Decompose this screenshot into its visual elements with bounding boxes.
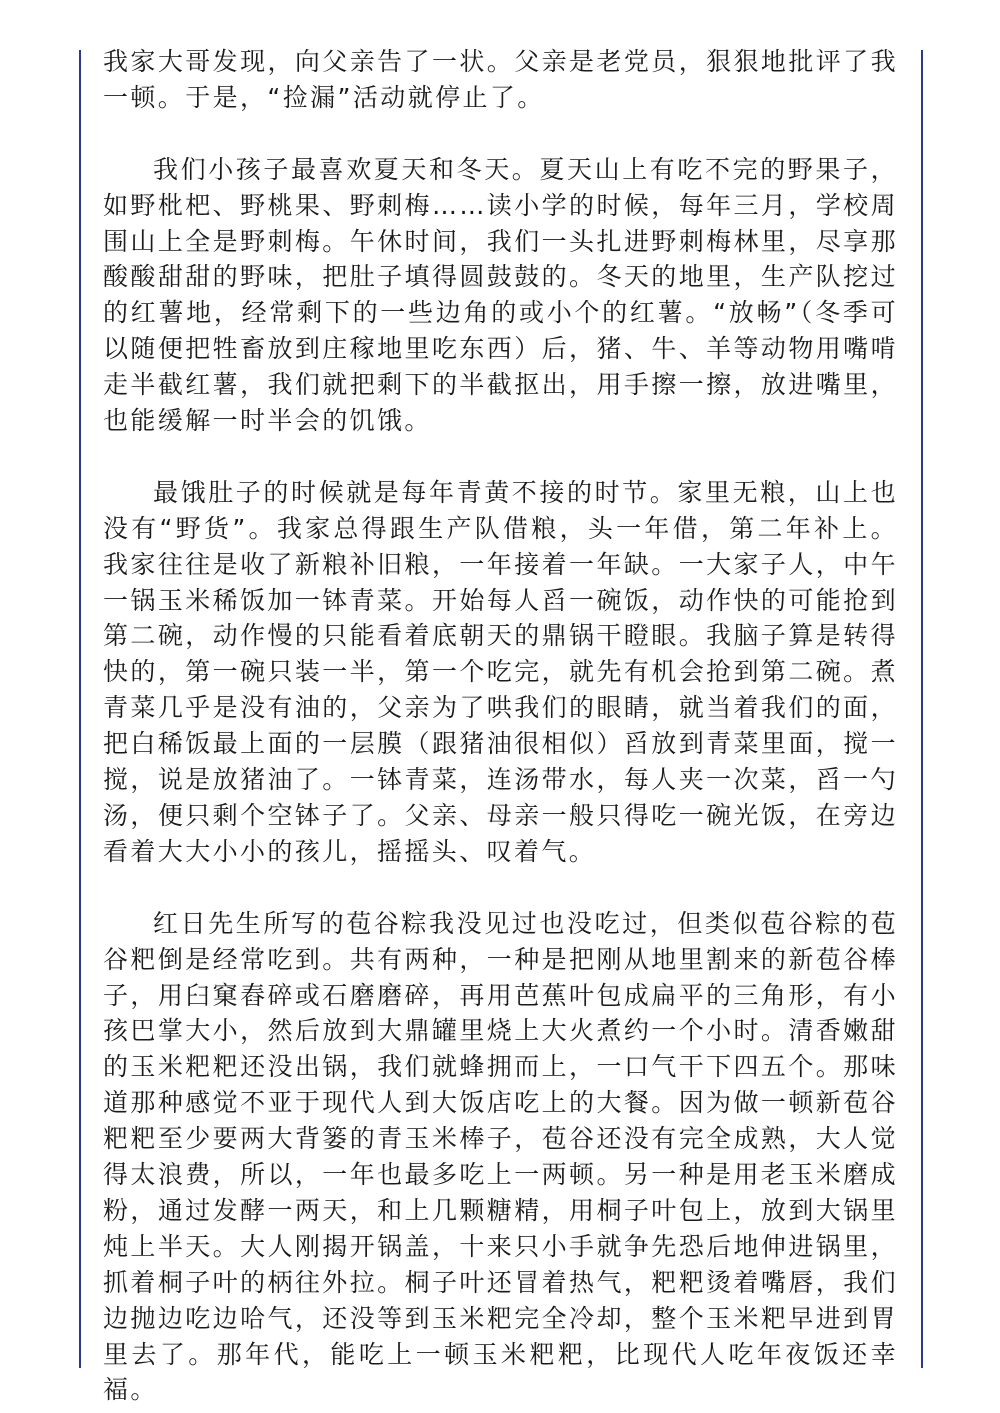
- right-margin-rule: [921, 50, 923, 1368]
- left-margin-rule: [79, 50, 81, 1368]
- article-body: [103, 44, 898, 1408]
- paragraph-gap: [103, 870, 898, 906]
- paragraph-gap: [103, 439, 898, 475]
- paragraph-gap: [103, 116, 898, 152]
- paragraph-4: 红日先生所写的苞谷粽我没见过也没吃过，但类似苞谷粽的苞谷粑倒是经常吃到。共有两种，一种是把刚从地里割来的新苞谷棒子，用臼窠舂碎或石磨磨碎，再用芭蕉叶包成扁平的三角形，有小孩巴掌大小，然后放到大鼎罐里烧上大火煮约一个小时。清香嫩甜的玉米粑粑还没出锅，我们就蜂拥而上，一口气干下四五个。那味道那种感觉不亚于现代人到大饭店吃上的大餐。因为做一顿新苞谷粑粑至少要两大背篓的青玉米棒子，苞谷还没有完全成熟，大人觉得太浪费，所以，一年也最多吃上一两顿。另一种是用老玉米磨成粉，通过发酵一两天，和上几颗糖精，用桐子叶包上，放到大锅里炖上半天。大人刚揭开锅盖，十来只小手就争先恐后地伸进锅里，抓着桐子叶的柄往外拉。桐子叶还冒着热气，粑粑烫着嘴唇，我们边抛边吃边哈气，还没等到玉米粑完全冷却，整个玉米粑早进到胃里去了。那年代，能吃上一顿玉米粑粑，比现代人吃年夜饭还幸福。: [103, 908, 898, 1405]
- paragraph-3: 最饿肚子的时候就是每年青黄不接的时节。家里无粮，山上也没有“野货”。我家总得跟生产队借粮，头一年借，第二年补上。我家往往是收了新粮补旧粮，一年接着一年缺。一大家子人，中午一锅玉米稀饭加一钵青菜。开始每人舀一碗饭，动作快的可能抢到第二碗，动作慢的只能看着底朝天的鼎锅干瞪眼。我脑子算是转得快的，第一碗只装一半，第一个吃完，就先有机会抢到第二碗。煮青菜几乎是没有油的，父亲为了哄我们的眼睛，就当着我们的面，把白稀饭最上面的一层膜（跟猪油很相似）舀放到青菜里面，搅一搅，说是放猪油了。一钵青菜，连汤带水，每人夹一次菜，舀一勺汤，便只剩个空钵子了。父亲、母亲一般只得吃一碗光饭，在旁边看着大大小小的孩儿，摇摇头、叹着气。: [103, 477, 898, 866]
- paragraph-1: 我家大哥发现，向父亲告了一状。父亲是老党员，狠狠地批评了我一顿。于是，“捡漏”活动就停止了。: [103, 47, 898, 112]
- paragraph-2: 我们小孩子最喜欢夏天和冬天。夏天山上有吃不完的野果子，如野枇杷、野桃果、野刺梅……读小学的时候，每年三月，学校周围山上全是野刺梅。午休时间，我们一头扎进野刺梅林里，尽享那酸酸甜甜的野味，把肚子填得圆鼓鼓的。冬天的地里，生产队挖过的红薯地，经常剩下的一些边角的或小个的红薯。“放畅”（冬季可以随便把牲畜放到庄稼地里吃东西）后，猪、牛、羊等动物用嘴啃走半截红薯，我们就把剩下的半截抠出，用手擦一擦，放进嘴里，也能缓解一时半会的饥饿。: [103, 154, 898, 436]
